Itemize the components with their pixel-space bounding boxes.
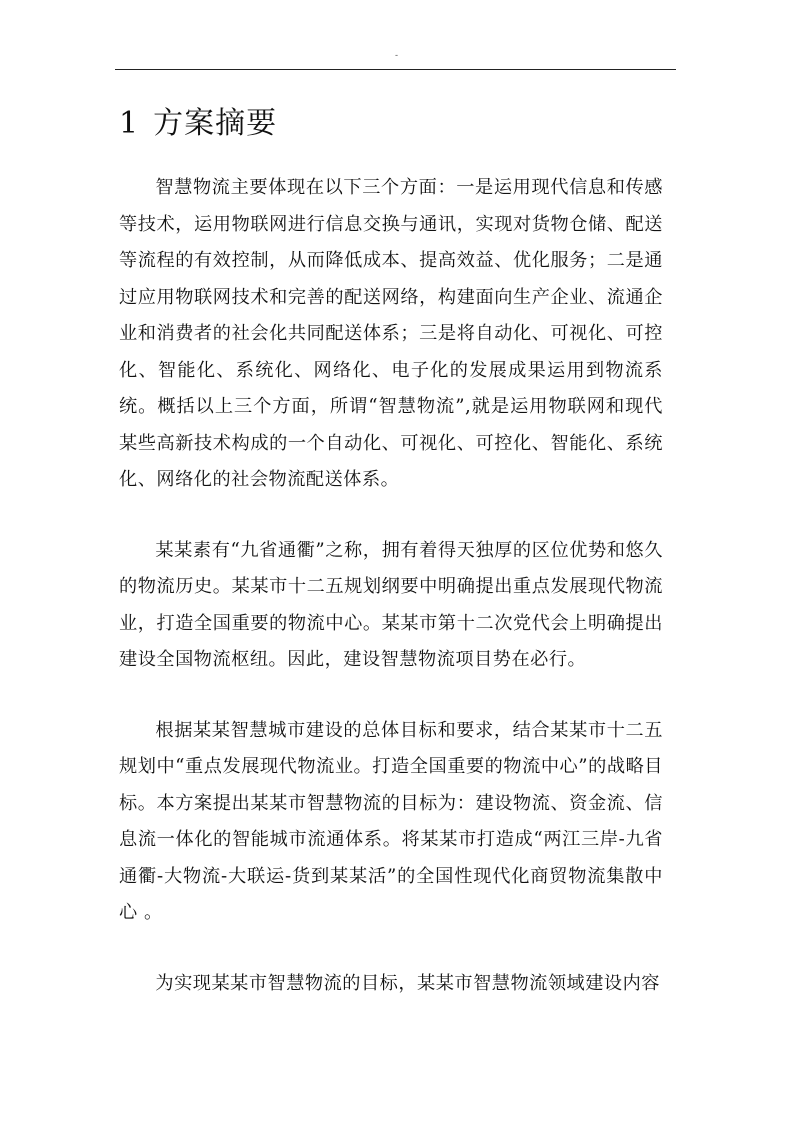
body-content bbox=[119, 170, 663, 1025]
page-header-mark: - bbox=[394, 51, 399, 61]
paragraph-overview: 智慧物流主要体现在以下三个方面：一是运用现代信息和传感等技术，运用物联网进行信息交换与通讯，实现对货物仓储、配送等流程的有效控制，从而降低成本、提高效益、优化服务；二是通过应用物联网技术和完善的配送网络，构建面向生产企业、流通企业和消费者的社会化共同配送体系；三是将自动化、可视化、可控化、智能化、系统化、网络化、电子化的发展成果运用到物流系统。概括以上三个方面，所谓“智慧物流”,就是运用物联网和现代某些高新技术构成的一个自动化、可视化、可控化、智能化、系统化、网络化的社会物流配送体系。 bbox=[119, 177, 663, 490]
section-heading bbox=[119, 102, 679, 146]
paragraph-goals: 根据某某智慧城市建设的总体目标和要求，结合某某市十二五规划中“重点发展现代物流业。打造全国重要的物流中心”的战略目标。本方案提出某某市智慧物流的目标为：建设物流、资金流、信息流一体化的智能城市流通体系。将某某市打造成“两江三岸-九省通衢-大物流-大联运-货到某某活”的全国性现代化商贸物流集散中心 。 bbox=[119, 719, 663, 923]
paragraph-construction: 为实现某某市智慧物流的目标，某某市智慧物流领域建设内容 bbox=[155, 972, 660, 994]
section-number: 1 bbox=[119, 106, 140, 141]
section-title: 方案摘要 bbox=[153, 106, 278, 141]
header-rule bbox=[115, 69, 676, 70]
paragraph-background: 某某素有“九省通衢”之称，拥有着得天独厚的区位优势和悠久的物流历史。某某市十二五规划纲要中明确提出重点发展现代物流业，打造全国重要的物流中心。某某市第十二次党代会上明确提出建设全国物流枢纽。因此，建设智慧物流项目势在必行。 bbox=[119, 539, 663, 670]
